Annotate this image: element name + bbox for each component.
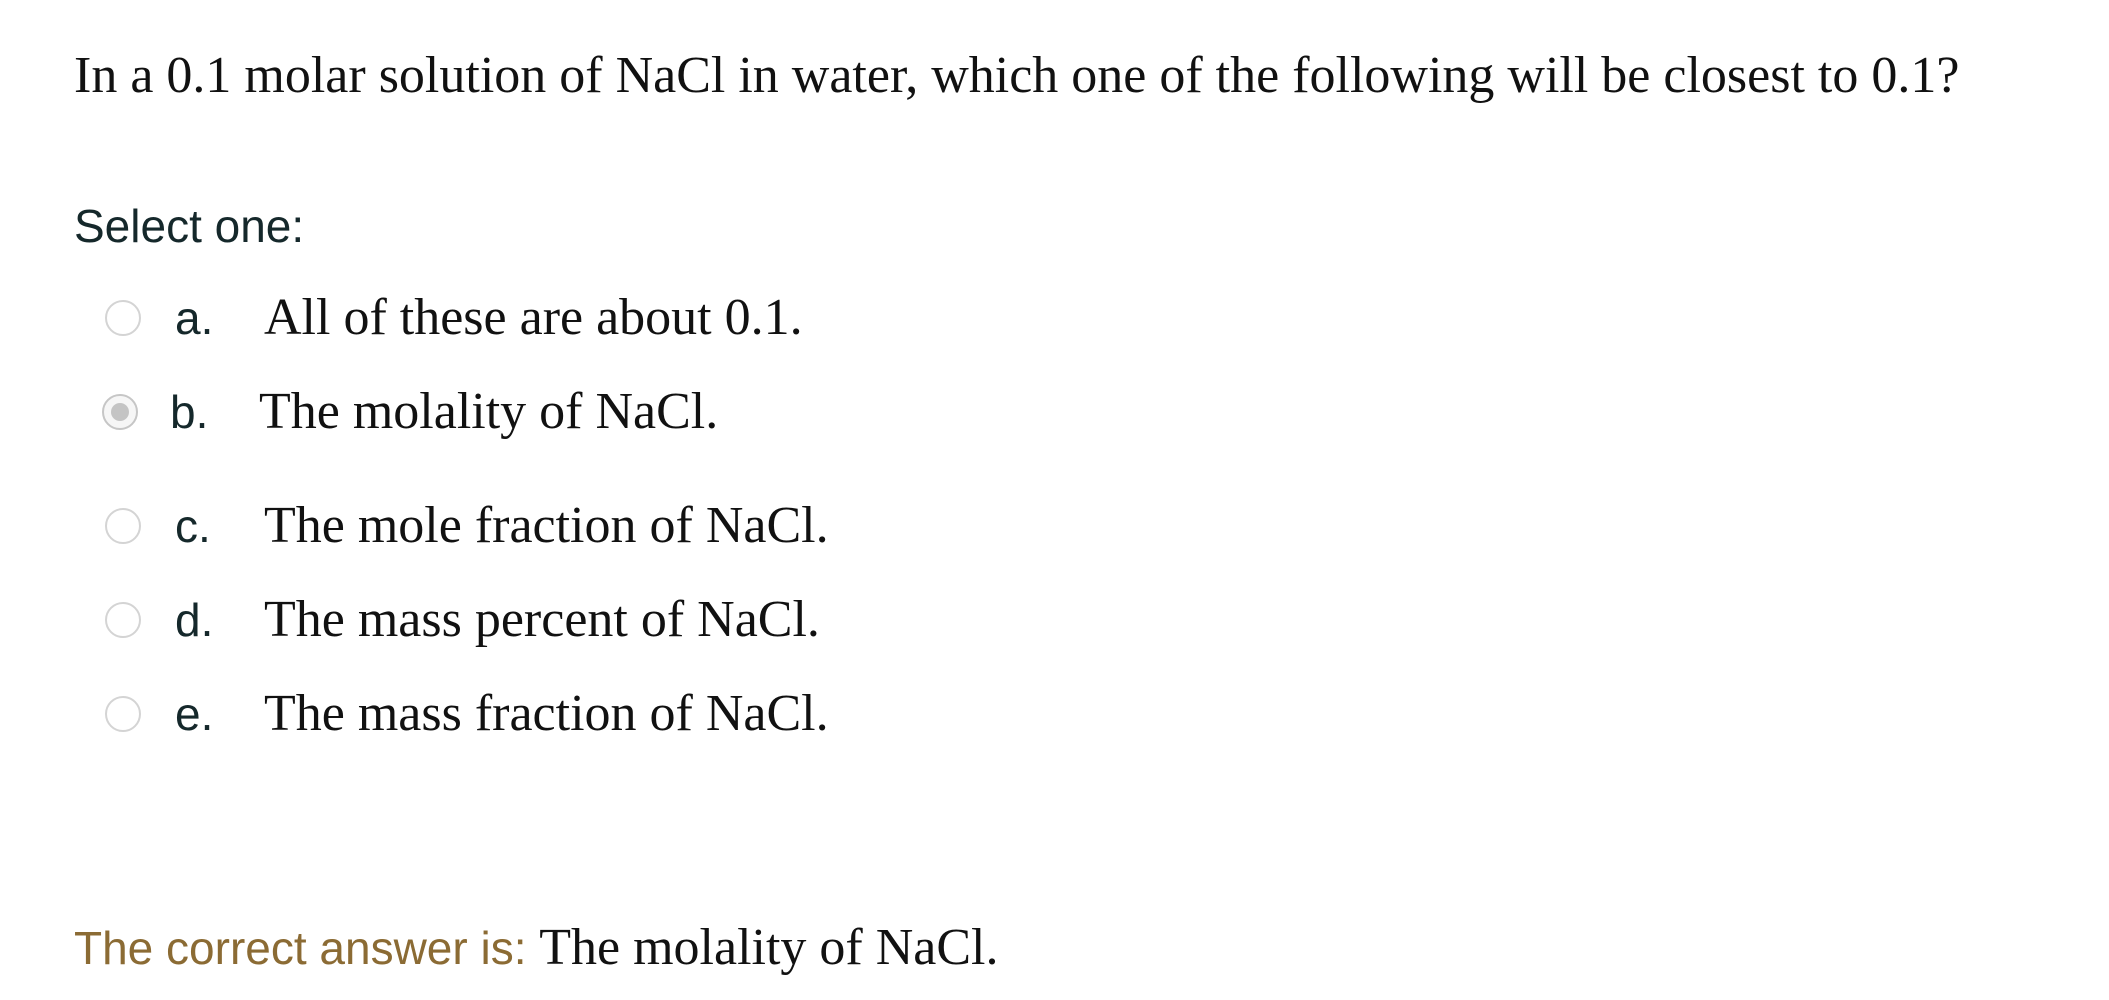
radio-button-b[interactable]	[102, 394, 138, 430]
option-letter-b: b.	[170, 386, 209, 438]
answer-option-b[interactable]	[0, 376, 1000, 448]
question-text: In a 0.1 molar solution of NaCl in water, which one of the following will be closest to 0.1?	[74, 47, 1960, 104]
radio-button-c[interactable]	[105, 508, 141, 544]
feedback-lead: The correct answer is:	[74, 922, 540, 974]
answer-option-c[interactable]	[0, 490, 1000, 562]
option-text-e: The mass fraction of NaCl.	[264, 685, 829, 742]
correct-answer-feedback	[74, 912, 999, 996]
select-one-prompt: Select one:	[74, 200, 305, 252]
option-text-b: The molality of NaCl.	[259, 383, 719, 440]
radio-button-a[interactable]	[105, 300, 141, 336]
option-text-c: The mole fraction of NaCl.	[264, 497, 829, 554]
answer-option-d[interactable]	[0, 584, 1000, 656]
option-text-a: All of these are about 0.1.	[264, 289, 803, 346]
option-letter-c: c.	[175, 500, 211, 552]
option-letter-e: e.	[175, 688, 214, 740]
answer-option-a[interactable]	[0, 282, 1000, 354]
option-letter-d: d.	[175, 594, 214, 646]
radio-button-d[interactable]	[105, 602, 141, 638]
answer-option-e[interactable]	[0, 678, 1000, 750]
radio-button-e[interactable]	[105, 696, 141, 732]
feedback-answer: The molality of NaCl.	[539, 919, 999, 976]
option-letter-a: a.	[175, 292, 214, 344]
option-text-d: The mass percent of NaCl.	[264, 591, 820, 648]
